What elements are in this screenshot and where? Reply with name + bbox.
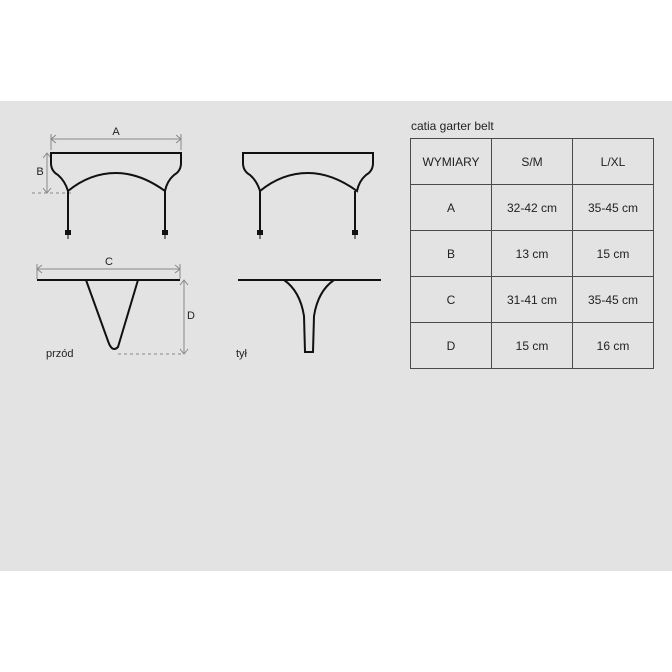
table-header-cell: S/M <box>492 139 573 185</box>
table-cell: C <box>411 277 492 323</box>
table-row <box>411 185 654 231</box>
garment-diagram <box>0 101 410 571</box>
table-cell: 16 cm <box>573 323 654 369</box>
thong-front-pouch <box>86 280 138 349</box>
table-header-cell: WYMIARY <box>411 139 492 185</box>
dimension-c-label: C <box>105 256 113 268</box>
table-cell: 15 cm <box>492 323 573 369</box>
table-row <box>411 231 654 277</box>
dimension-a-label: A <box>112 126 120 138</box>
size-table <box>410 138 654 369</box>
front-label: przód <box>46 348 74 360</box>
table-row <box>411 277 654 323</box>
thong-back-drawing <box>236 280 381 360</box>
dimension-b-label: B <box>36 166 44 178</box>
garter-clip-back-right <box>352 230 358 235</box>
garter-belt-front-drawing <box>32 126 181 239</box>
thong-back-strap <box>284 280 334 352</box>
table-cell: 35-45 cm <box>573 185 654 231</box>
table-row <box>411 323 654 369</box>
garter-clip-right <box>162 230 168 235</box>
product-title: catia garter belt <box>411 119 494 133</box>
garter-clip-left <box>65 230 71 235</box>
size-chart-panel <box>0 101 672 571</box>
table-cell: A <box>411 185 492 231</box>
table-cell: 15 cm <box>573 231 654 277</box>
garter-belt-back-drawing <box>243 153 373 239</box>
thong-front-drawing <box>37 256 195 360</box>
table-header-cell: L/XL <box>573 139 654 185</box>
garter-belt-back-outline <box>243 153 373 191</box>
back-label: tył <box>236 348 247 360</box>
table-cell: 32-42 cm <box>492 185 573 231</box>
table-cell: 31-41 cm <box>492 277 573 323</box>
table-header-row <box>411 139 654 185</box>
garter-clip-back-left <box>257 230 263 235</box>
dimension-d-label: D <box>187 310 195 322</box>
table-cell: D <box>411 323 492 369</box>
table-cell: 35-45 cm <box>573 277 654 323</box>
garter-belt-front-outline <box>51 153 181 191</box>
table-cell: 13 cm <box>492 231 573 277</box>
table-cell: B <box>411 231 492 277</box>
